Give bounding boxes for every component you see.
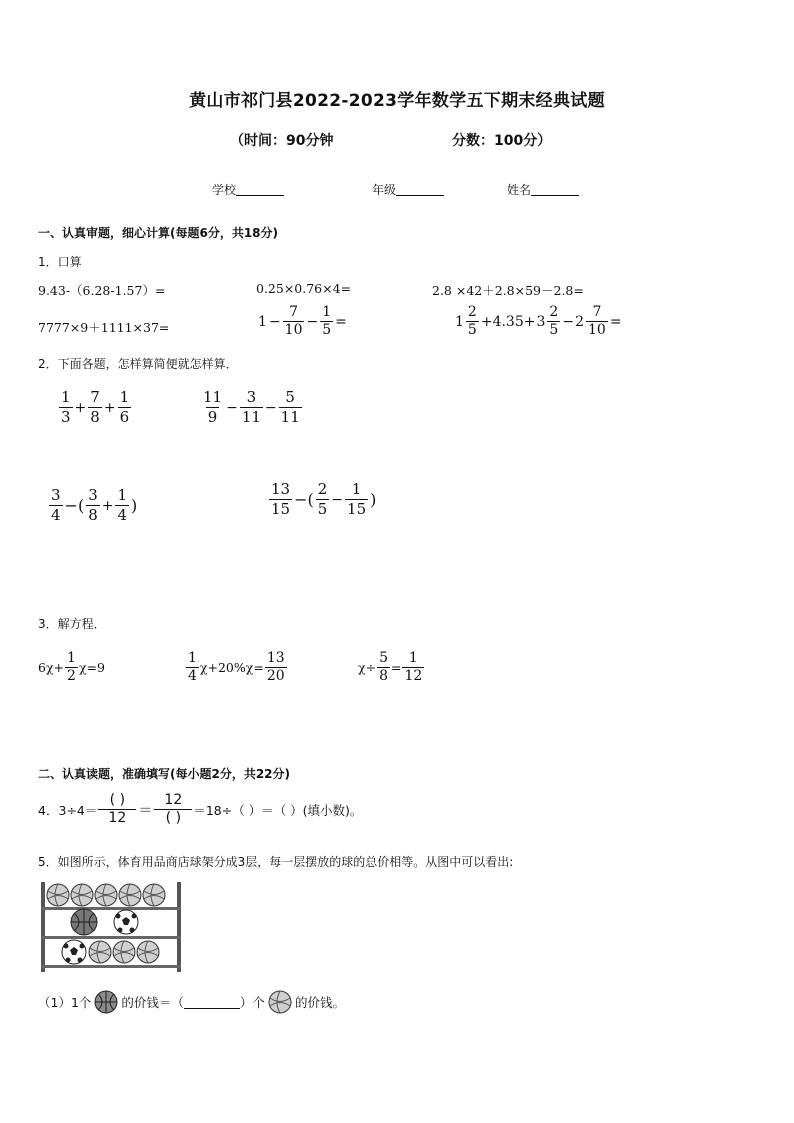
school-blank bbox=[236, 183, 284, 196]
school-label: 学校 bbox=[212, 183, 237, 197]
q2-expr-3 bbox=[48, 487, 138, 524]
grade-label: 年级 bbox=[372, 183, 397, 197]
question-text: ）个 bbox=[239, 995, 265, 1010]
operator: +4.35+ bbox=[480, 313, 536, 330]
answer-blank[interactable]: ( ) bbox=[154, 809, 192, 826]
fraction bbox=[240, 389, 263, 426]
denominator: 5 bbox=[467, 322, 477, 338]
operator: − bbox=[306, 313, 319, 330]
numerator: 13 bbox=[266, 650, 285, 666]
operator: ) bbox=[131, 496, 138, 515]
q1-expr-5 bbox=[258, 305, 348, 338]
fraction bbox=[98, 793, 136, 826]
denominator: 5 bbox=[317, 500, 328, 518]
school-field bbox=[212, 181, 284, 198]
fraction bbox=[265, 651, 287, 684]
fraction bbox=[402, 651, 424, 684]
question-text: 的价钱。 bbox=[294, 995, 345, 1010]
denominator: 8 bbox=[90, 408, 100, 426]
fraction bbox=[88, 389, 102, 426]
fraction bbox=[154, 793, 192, 826]
q5-sub1 bbox=[38, 990, 345, 1014]
numerator: 3 bbox=[88, 486, 98, 504]
numerator: 1 bbox=[188, 650, 197, 666]
name-field bbox=[507, 181, 579, 198]
operator: + bbox=[101, 497, 114, 514]
operator: − bbox=[331, 491, 344, 508]
denominator: 8 bbox=[379, 668, 388, 684]
denominator: 10 bbox=[587, 322, 606, 338]
numerator: 1 bbox=[61, 388, 71, 406]
fraction bbox=[118, 389, 132, 426]
equation-text: χ=9 bbox=[78, 660, 105, 675]
denominator: 11 bbox=[280, 408, 300, 426]
numerator: 1 bbox=[408, 650, 418, 666]
denominator: 2 bbox=[67, 668, 76, 684]
numerator: 1 bbox=[351, 480, 362, 498]
denominator: 4 bbox=[51, 506, 61, 524]
operator: − bbox=[226, 399, 238, 416]
denominator: 4 bbox=[188, 668, 197, 684]
whole-number: 3 bbox=[536, 313, 546, 330]
fraction bbox=[201, 389, 224, 426]
equation-text: = bbox=[390, 660, 402, 675]
q3-eq-3 bbox=[358, 651, 425, 684]
denominator: 15 bbox=[271, 500, 291, 518]
ball-rack-illustration bbox=[38, 880, 184, 974]
fraction bbox=[377, 651, 390, 684]
fraction bbox=[345, 481, 368, 518]
exam-time: （时间：90分钟 bbox=[230, 133, 334, 149]
denominator: 11 bbox=[241, 408, 261, 426]
rack-shelf bbox=[41, 936, 181, 939]
numerator: 12 bbox=[164, 792, 183, 808]
operator: −( bbox=[64, 496, 85, 515]
q3-eq-2 bbox=[185, 651, 288, 684]
exam-title: 黄山市祁门县2022-2023学年数学五下期末经典试题 bbox=[189, 91, 605, 111]
numerator: 2 bbox=[317, 480, 328, 498]
fraction bbox=[586, 305, 608, 338]
volleyball-icon bbox=[119, 884, 141, 906]
denominator: 4 bbox=[117, 506, 128, 524]
fraction bbox=[279, 389, 302, 426]
denominator: 20 bbox=[266, 668, 285, 684]
name-blank bbox=[531, 183, 579, 196]
operator: + bbox=[74, 399, 87, 416]
q1-expr-6 bbox=[455, 305, 623, 338]
operator: − bbox=[264, 399, 277, 416]
fraction bbox=[283, 305, 305, 338]
volleyball-icon bbox=[47, 884, 69, 906]
equals-sign: = bbox=[335, 313, 347, 330]
q2-expr-4 bbox=[268, 481, 377, 518]
operator: ) bbox=[370, 490, 377, 509]
q1-expr-3: 2.8 ×42＋2.8×59－2.8= bbox=[432, 283, 584, 298]
fraction bbox=[316, 481, 330, 518]
rack-post-left bbox=[41, 882, 45, 972]
basketball-icon bbox=[94, 990, 118, 1014]
denominator: 3 bbox=[61, 408, 71, 426]
equals-sign: ＝ bbox=[138, 802, 153, 819]
operator: − bbox=[268, 313, 281, 330]
numerator: 7 bbox=[592, 304, 602, 320]
q3-label: 3．解方程． bbox=[38, 617, 106, 631]
whole-number: 1 bbox=[258, 313, 267, 330]
rack-shelf bbox=[41, 965, 181, 968]
numerator: 3 bbox=[246, 388, 257, 406]
numerator: 2 bbox=[467, 304, 477, 320]
denominator: 8 bbox=[88, 506, 98, 524]
numerator: 1 bbox=[67, 650, 76, 666]
numerator: 1 bbox=[119, 388, 130, 406]
numerator: 5 bbox=[379, 650, 388, 666]
fraction bbox=[269, 481, 292, 518]
basketball-icon bbox=[71, 909, 97, 935]
q1-expr-2: 0.25×0.76×4= bbox=[256, 281, 352, 296]
volleyball-icon bbox=[95, 884, 117, 906]
q2-expr-2 bbox=[200, 389, 303, 426]
denominator: 9 bbox=[207, 408, 218, 426]
fraction bbox=[59, 389, 73, 426]
fraction bbox=[86, 487, 100, 524]
fraction bbox=[186, 651, 199, 684]
rack-shelf bbox=[41, 907, 181, 910]
q1-expr-4: 7777×9＋1111×37= bbox=[38, 320, 170, 335]
answer-blank[interactable] bbox=[184, 996, 240, 1009]
q1-expr-1: 9.43-（6.28-1.57）= bbox=[38, 283, 166, 298]
denominator: 10 bbox=[284, 322, 303, 338]
volleyball-icon bbox=[71, 884, 93, 906]
fraction bbox=[115, 487, 129, 524]
denominator: 6 bbox=[119, 408, 130, 426]
section2-title: 二、认真读题，准确填写(每小题2分，共22分) bbox=[38, 767, 291, 781]
exam-score: 分数：100分） bbox=[452, 133, 552, 149]
grade-field bbox=[372, 181, 444, 198]
denominator: 12 bbox=[98, 809, 136, 826]
fraction bbox=[320, 305, 333, 338]
equation-text: 6χ+ bbox=[38, 660, 65, 675]
denominator: 15 bbox=[347, 500, 367, 518]
numerator: 5 bbox=[285, 388, 295, 406]
q5-label: 5．如图所示，体育用品商店球架分成3层，每一层摆放的球的总价相等。从图中可以看出: bbox=[38, 855, 514, 869]
equals-sign: = bbox=[609, 313, 622, 330]
volleyball-icon bbox=[113, 941, 135, 963]
numerator: 7 bbox=[289, 304, 299, 320]
whole-number: 2 bbox=[575, 313, 584, 330]
soccer-ball-icon bbox=[114, 910, 138, 934]
question-text: 的价钱＝（ bbox=[121, 995, 184, 1010]
volleyball-icon bbox=[143, 884, 165, 906]
question-text: 4．3÷4＝ bbox=[38, 802, 98, 818]
denominator: 5 bbox=[322, 322, 332, 338]
fraction bbox=[49, 487, 63, 524]
equation-text: χ+20%χ= bbox=[199, 660, 264, 675]
numerator: 13 bbox=[271, 480, 291, 498]
question-text: （1）1个 bbox=[38, 995, 92, 1010]
numerator: 7 bbox=[90, 388, 100, 406]
numerator: 2 bbox=[549, 304, 559, 320]
whole-number: 1 bbox=[455, 313, 464, 330]
volleyball-icon bbox=[268, 990, 292, 1014]
operator: + bbox=[103, 399, 116, 416]
fraction bbox=[466, 305, 479, 338]
rack-post-right bbox=[177, 882, 181, 972]
numerator: 3 bbox=[51, 486, 61, 504]
operator: − bbox=[562, 313, 575, 330]
q4-question bbox=[38, 793, 362, 826]
q2-expr-1 bbox=[58, 389, 132, 426]
fraction bbox=[547, 305, 560, 338]
q3-eq-1 bbox=[38, 651, 105, 684]
volleyball-icon bbox=[137, 941, 159, 963]
denominator: 12 bbox=[404, 668, 423, 684]
numerator: 1 bbox=[117, 486, 128, 504]
numerator: 11 bbox=[203, 388, 223, 406]
question-text: ＝18÷（ ）＝（ ）(填小数)。 bbox=[193, 802, 363, 818]
equation-text: χ÷ bbox=[358, 660, 377, 675]
answer-blank[interactable]: ( ) bbox=[109, 792, 126, 808]
section1-title: 一、认真审题，细心计算(每题6分，共18分) bbox=[38, 226, 279, 240]
q1-label: 1．口算 bbox=[38, 255, 82, 269]
denominator: 5 bbox=[549, 322, 559, 338]
volleyball-icon bbox=[89, 941, 111, 963]
soccer-ball-icon bbox=[62, 940, 86, 964]
numerator: 1 bbox=[322, 304, 332, 320]
grade-blank bbox=[396, 183, 444, 196]
operator: −( bbox=[294, 490, 314, 509]
name-label: 姓名 bbox=[507, 183, 532, 197]
fraction bbox=[65, 651, 78, 684]
q2-label: 2．下面各题，怎样算简便就怎样算． bbox=[38, 357, 238, 371]
